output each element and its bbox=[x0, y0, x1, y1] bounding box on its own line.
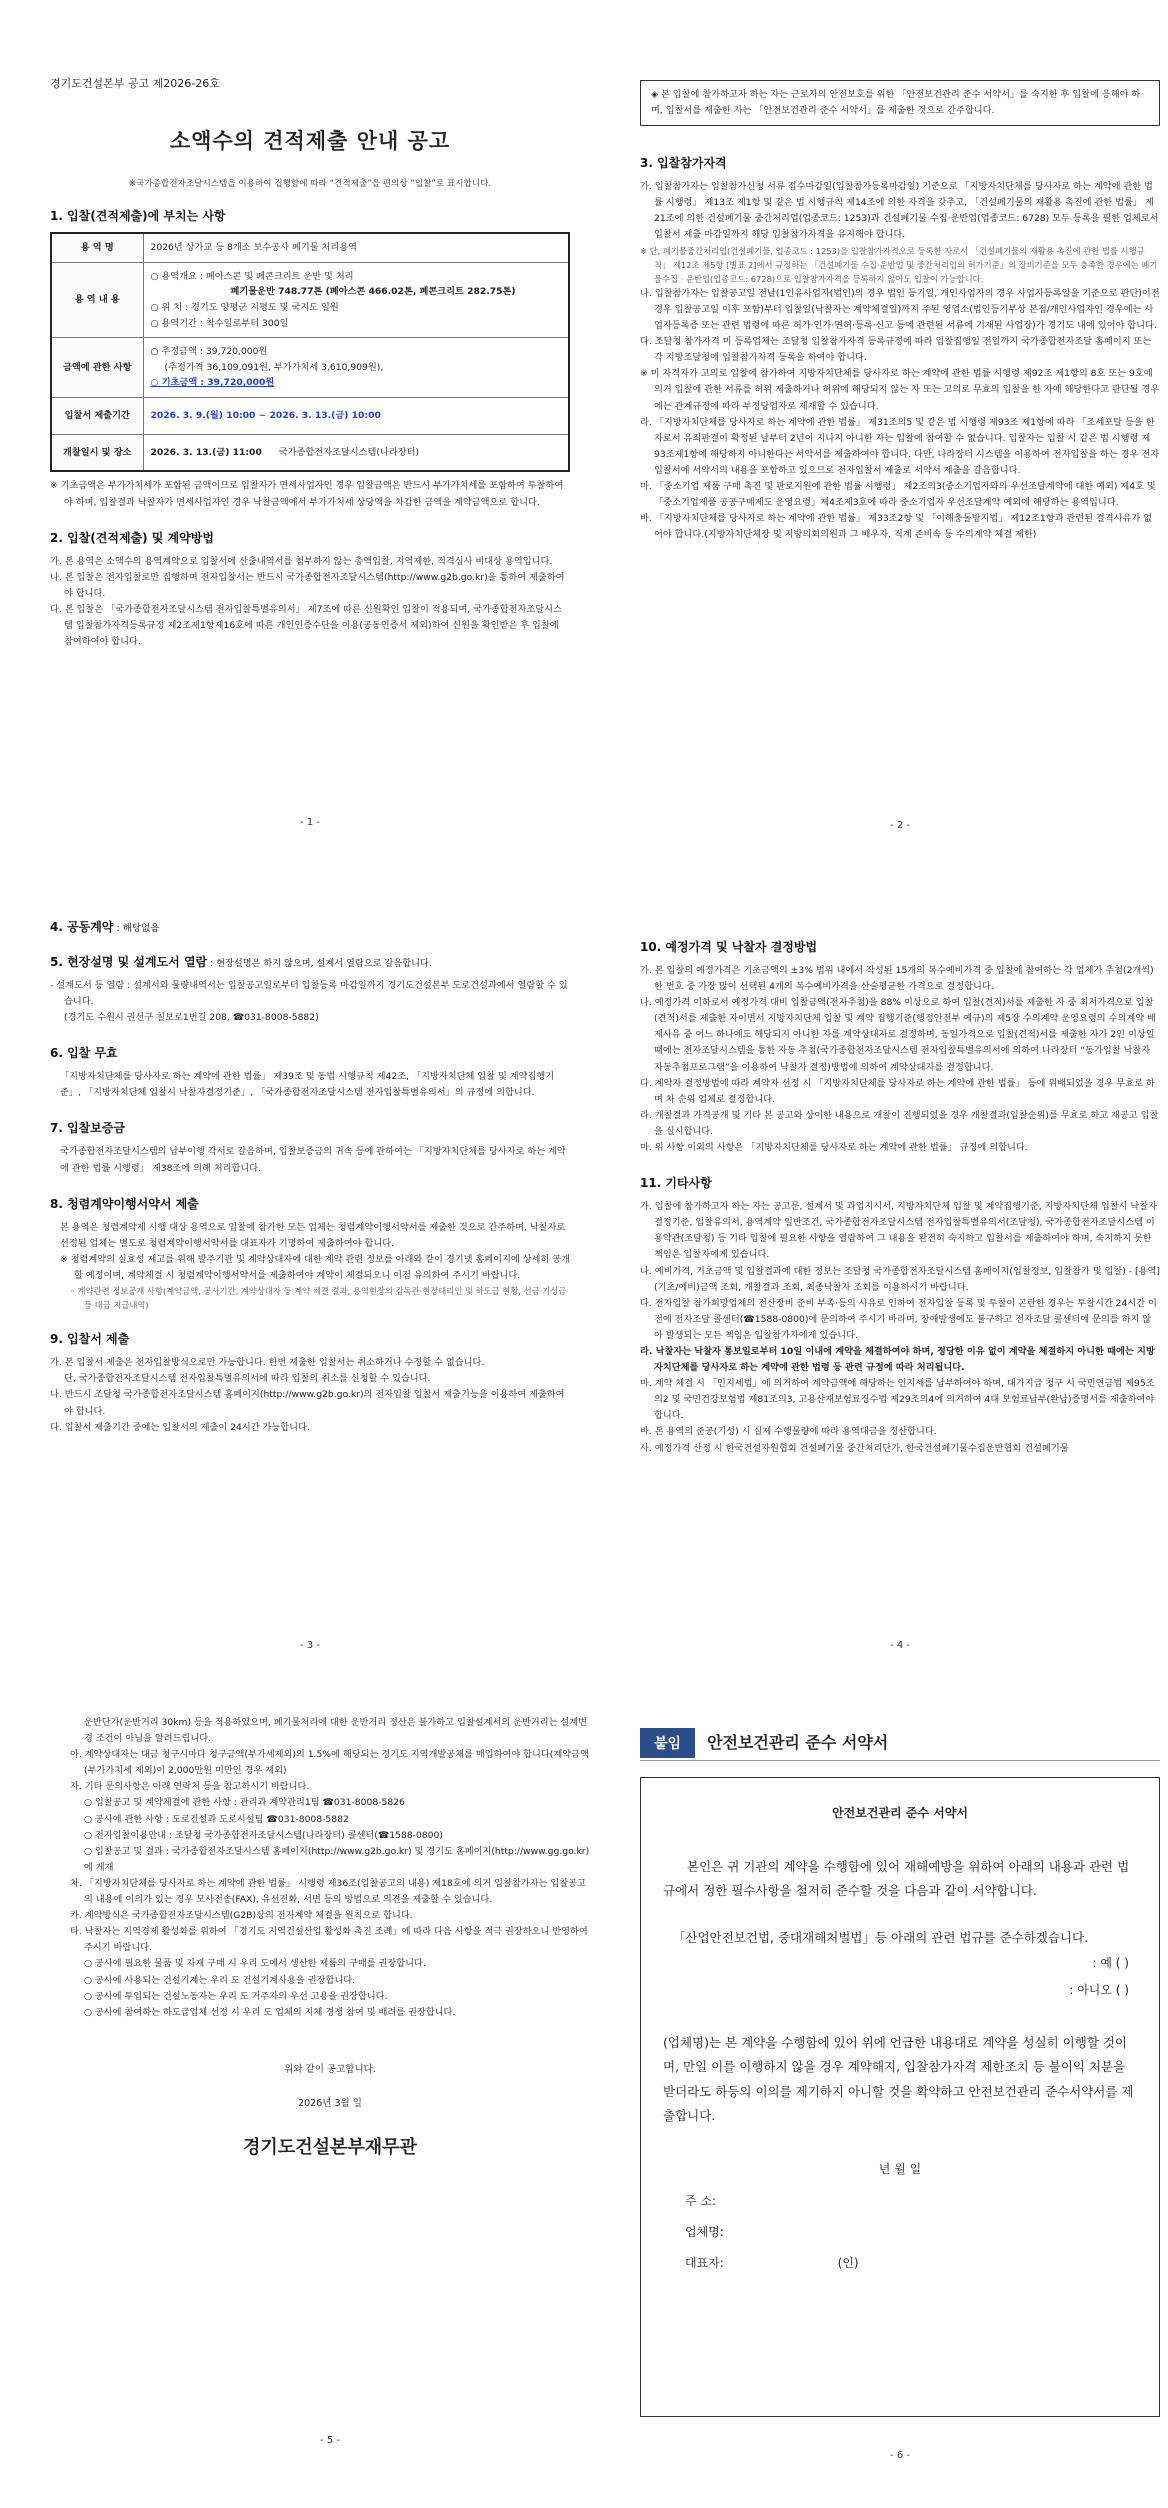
recommend-line: ○ 공사에 사용되는 건설기계는 우리 도 건설기계사용을 권장합니다. bbox=[84, 1974, 356, 1986]
closing-text: 위와 같이 공고합니다. bbox=[284, 2063, 376, 2075]
amount-value bbox=[143, 338, 569, 398]
content-line: ○ 용역개요 : 폐아스콘 및 폐콘크리트 운반 및 처리 bbox=[150, 270, 354, 282]
pledge-form bbox=[640, 1777, 1160, 2417]
paragraph: 라. 「지방자치단체를 당사자로 하는 계약에 관한 법률」 제31조의5 및 같은 법 시행령 제93조 제1항에 따라 「조세포탈 등을 한 자로서 유죄판결이 확정된 날부터 2년이 지나지 아니한 자는 입찰에 참여할 수 없습니다. 입찰자는 입찰 시 같은 법 시행령 제93조제1항에 해당하지 아니한다는 서약서를 제출하여야 합니다. 다만, 나라장터 시스템을 이용하여 전자입찰을 하는 경우 전자입찰서에 서약서의 내용을 포함하고 있으므로 전자입찰서 제출로 서약서 제출을 갈음합니다. bbox=[640, 416, 1160, 476]
contact-line: ○ 공사에 관한 사항 : 도로건설과 도로시설팀 ☎031-8008-5882 bbox=[84, 1813, 349, 1825]
paragraph: 본 용역은 청렴계약제 시행 대상 용역으로 입찰에 참가한 모든 업체는 청렴계약이행서약서를 제출한 것으로 간주하며, 낙찰자로 선정된 업체는 별도로 청렴계약이행서약서를 대표자가 기명하여 제출하여야 합니다. bbox=[60, 1221, 566, 1249]
paragraph: 카. 계약방식은 국가종합전자조달시스템(G2B)상의 전자계약 체결을 원칙으로 합니다. bbox=[70, 1910, 413, 1922]
paragraph: 마. 계약 체결 시 「인지세법」에 의거하여 계약금액에 해당하는 인지세를 납부하여야 하며, 대가지급 청구 시 국민연금법 제95조의2 및 국민건강보험법 제81조의3, 고용산재보험료징수법 제29조의4에 의거하여 4대 보험료납부(완납)증명서를 제출하여야 합니다. bbox=[640, 1378, 1155, 1422]
base-amount-line: ○ 기초금액 : 39,720,000원 bbox=[150, 377, 275, 389]
paragraph: 가. 입찰에 참가하고자 하는 자는 공고문, 설계서 및 과업지시서, 지방자치단체 입찰 및 계약집행기준, 지방자치단체 입찰시 낙찰자결정기준, 입찰유의서, 용역계약 일반조건, 국가종합전자조달시스템 전자입찰특별유의서(조달청), 국가종합전자조달시스템 이용약관(조달청) 등 기타 입찰에 필요한 사항을 열람하여 그 내용을 완전히 숙지하고 입찰서를 제출하여야 하며, 숙지하지 못한 책임은 입찰자에게 있습니다. bbox=[640, 1201, 1157, 1261]
amount-label: 금액에 관한 사항 bbox=[51, 338, 143, 398]
paragraph: 마. 「중소기업 제품 구매 촉진 및 판로지원에 관한 법률 시행령」 제2조의3(중소기업자와의 우선조달계약에 대한 예외) 제4호 및 「중소기업제품 공공구매제도 운영요령」제4조제3호에 따라 중소기업자 우선조달계약 예외에 해당하는 용역입니다. bbox=[640, 480, 1156, 509]
period-label: 입찰서 제출기간 bbox=[51, 398, 143, 435]
paragraph: 바. 본 용역의 준공(기성) 시 실제 수행물량에 따라 용역대금을 정산합니다. bbox=[640, 1426, 937, 1438]
subtitle: ※국가종합전자조달시스템을 이용하여 집행함에 따라 “견적제출”을 편의상 “입찰”로 표시합니다. bbox=[128, 179, 492, 189]
period-value: 2026. 3. 9.(월) 10:00 ~ 2026. 3. 13.(금) 10:00 bbox=[143, 398, 569, 435]
section-8-heading: 8. 청렴계약이행서약서 제출 bbox=[50, 1196, 199, 1211]
page-5 bbox=[70, 1715, 590, 2495]
section-4-title: 4. 공동계약 bbox=[50, 920, 114, 934]
paragraph: 다. 전자입찰 참가희망업체의 전산장비 준비 부족·등의 사유로 인하여 전자입찰 등록 및 투찰이 곤란한 경우는 투찰시간 24시간 이전에 전자조달 콜센터(☎1588-0800)에 문의하여 주시기 바라며, 장애발생에도 불구하고 전자조달 콜센터에 문의를 하지 않아 발생되는 모든 책임은 입찰참가자에게 있습니다. bbox=[640, 1297, 1157, 1341]
opening-value bbox=[143, 434, 569, 471]
note: ※ 미 자격자가 고의로 입찰에 참가하여 지방자치단체를 당사자로 하는 계약에 관한 법률 시행령 제92조 제1항의 8호 또는 9호에 의거 입찰에 관한 서류를 허위 제출하거나 허위에 해당되지 않는 자 또는 고의로 무효의 입찰을 한 자에 해당한다고 판단될 경우에는 관계규정에 따라 부정당업자로 제재할 수 있습니다. bbox=[640, 368, 1160, 412]
form-title: 안전보건관리 준수 서약서 bbox=[832, 1806, 968, 1820]
page-6 bbox=[640, 1728, 1160, 2508]
paragraph: 다. 입찰서 제출기간 중에는 입찰서의 제출이 24시간 가능합니다. bbox=[50, 1421, 310, 1433]
note: ※ 청렴계약의 실효성 제고를 위해 발주기관 및 계약상대자에 대한 계약 관련 정보를 아래와 같이 경기넷 홈페이지에 상세히 공개할 예정이며, 계약체결 시 청렴계약이행서약서를 제출하여야 계약이 체결되오니 이점 유의하여 주시기 바랍니다. bbox=[60, 1253, 570, 1281]
opening-datetime: 2026. 3. 13.(금) 11:00 bbox=[150, 446, 262, 458]
paragraph: 사. 예정가격 산정 시 한국건설자원협회 건설폐기물 중간처리단가, 한국건설폐기물수집운반협회 건설폐기물 bbox=[640, 1442, 1069, 1454]
paragraph: 단, 국가종합전자조달시스템 전자입찰특별유의서에 따라 입찰의 취소를 신청할 수 있습니다. bbox=[64, 1373, 431, 1385]
page-3 bbox=[50, 900, 570, 1680]
paragraph: 마. 위 사항 이외의 사항은 「지방자치단체를 당사자로 하는 계약에 관한 법률」 규정에 의합니다. bbox=[640, 1142, 1028, 1154]
section-11-heading: 11. 기타사항 bbox=[640, 1176, 712, 1191]
content-line: 폐기물운반 748.77톤 (폐아스콘 466.02톤, 폐콘크리트 282.75톤) bbox=[230, 286, 516, 298]
page-4 bbox=[640, 920, 1160, 1700]
service-name-value: 2026년 상가교 등 8개소 보수공사 폐기물 처리용역 bbox=[143, 233, 569, 262]
service-content-label: 용 역 내 용 bbox=[51, 262, 143, 338]
attachment-title: 안전보건관리 준수 서약서 bbox=[707, 1733, 889, 1752]
section-5-title: 5. 현장설명 및 설계도서 열람 bbox=[50, 955, 208, 969]
paragraph: 타. 낙찰자는 지역경제 활성화를 위하여 「경기도 지역건설산업 활성화 촉진 조례」에 따라 다음 사항을 적극 권장하오니 반영하여 주시기 바랍니다. bbox=[70, 1926, 588, 1954]
page-number: - 6 - bbox=[890, 2450, 910, 2461]
paragraph: 나. 입찰참가자는 입찰공고일 전날(1인유사업자(법인)의 경우 법인 등기일, 개인사업자의 경우 사업자등록일을 기준으로 판단)이전 경우 입찰공고일 이후 포함)부터 입찰일(낙찰자는 계약체결일)까지 주된 영업소(법인등기부상 본점/개인사업자인 경우에는 사업자등록증 또는 관련 법령에 따른 허가·인가·면허·등록·신고 등에 관련된 서류에 기재된 사업장)가 경기도 내에 있어야 합니다. bbox=[640, 287, 1160, 332]
note: ※ 단, 폐기물중간처리업(건설폐기물, 업종코드 : 1253)을 입찰참가자격으로 등록한 자로서 「건설폐기물의 재활용 촉진에 관한 법률 시행규칙」 제12조 제5항 [별표 2]에서 규정하는 「건설폐기물 수집·운반업 및 중간처리업의 허가기준」의 장비기준을 모두 충족한 경우에는 폐기물수집 · 운반업(업종코드: 6728)으로 입찰참가자격을 등록하지 않아도 입찰이 가능합니다. bbox=[640, 245, 1158, 284]
attachment-tag: 붙임 bbox=[640, 1728, 695, 1758]
paragraph: 「지방자치단체를 당사자로 하는 계약에 관한 법률」 제39조 및 동법 시행규칙 제42조, 「지방자치단체 입찰 및 계약집행기준」, 「지방자치단체 입찰시 낙찰자결정기준」, 「국가종합전자조달시스템 전자입찰특별유의서」의 규정에 의합니다. bbox=[60, 1071, 555, 1099]
section-10-heading: 10. 예정가격 및 낙찰자 결정방법 bbox=[640, 940, 818, 954]
date-field[interactable]: 년 월 일 bbox=[878, 2162, 922, 2177]
address-field[interactable]: 주 소: bbox=[685, 2193, 717, 2208]
safety-notice-box: ◈ 본 입찰에 참가하고자 하는 자는 근로자의 안전보호를 위한 「안전보건관리 준수 서약서」를 숙지한 후 입찰에 응해야 하며, 입찰서를 제출한 자는 「안전보건관리 준수 서약서」를 제출한 것으로 간주합니다. bbox=[640, 80, 1160, 126]
recommend-line: ○ 공사에 필요한 물품 및 자재 구매 시 우리 도에서 생산한 제품의 구매를 권장합니다. bbox=[84, 1958, 426, 1970]
paragraph: 국가종합전자조달시스템의 납부이행 각서로 갈음하며, 입찰보증금의 귀속 등에 관하여는 「지방자치단체를 당사자로 하는 계약에 관한 법률 시행령」 제38조에 의해 처리합니다. bbox=[60, 1146, 566, 1174]
paragraph: 아. 계약상대자는 대금 청구시마다 청구금액(부가세제외)의 1.5%에 해당되는 경기도 지역개발공채를 매입하여야 합니다(계약금액(부가가치세 제외)이 2,000만원 미만인 경우 제외) bbox=[70, 1749, 589, 1777]
paragraph: 다. 조달청 참가자격 미 등록업체는 조달청 입찰참가자격 등록규정에 따라 입찰집행일 전일까지 국가종합전자조달 홈페이지 또는 각 지방조달청에 입찰참가자격 등록을 하여야 합니다. bbox=[640, 336, 1152, 364]
page-title: 소액수의 견적제출 안내 공고 bbox=[169, 129, 451, 153]
contact-line: ○ 전자입찰이용안내 : 조달청 국가종합전자조달시스템(나라장터) 콜센터(☎1588-0800) bbox=[84, 1829, 443, 1841]
contact-line: ○ 입찰공고 및 결과 : 국가종합전자조달시스템 홈페이지(http://www.g2b.go.kr) 및 경기도 홈페이지(http://www.gg.go.kr)에 게재 bbox=[84, 1845, 590, 1873]
page-number: - 1 - bbox=[300, 817, 320, 828]
paragraph: 자. 기타 문의사항은 아래 연락처 등을 참고하시기 바랍니다. bbox=[70, 1781, 310, 1793]
attachment-header bbox=[640, 1728, 1160, 1761]
form-paragraph: 「산업안전보건법, 중대재해처벌법」등 아래의 관련 법규를 준수하겠습니다. bbox=[673, 1929, 1089, 1945]
paragraph: 차. 「지방자치단체를 당사자로 하는 계약에 관한 법률」 시행령 제36조(입찰공고의 내용) 제18호에 의거 입찰참가자는 입찰공고의 내용에 이의가 있는 경우 모사전송(FAX), 유선전화, 서면 등의 방법으로 의견을 제출할 수 있습니다. bbox=[70, 1877, 586, 1906]
seal-mark: (인) bbox=[837, 2255, 859, 2270]
bid-info-table bbox=[50, 232, 570, 472]
section-4-heading bbox=[50, 918, 570, 935]
paragraph: 바. 「지방자치단체를 당사자로 하는 계약에 관한 법률」 제33조2항 및 「이해충돌방지법」 제12조1항과 관련된 결격사유가 없어야 합니다.(지방자치단체장 및 지방의회의원과 그 배우자, 직계 존비속 등 수의계약 체결 제한) bbox=[640, 513, 1153, 541]
issuing-organization: 경기도건설본부재무관 bbox=[243, 2136, 417, 2158]
recommend-line: ○ 공사에 투입되는 건설노동자는 우리 도 거주자의 우선 고용을 권장합니다. bbox=[84, 1990, 388, 2002]
opening-place: 국가종합전자조달시스템(나라장터) bbox=[278, 446, 420, 458]
note: ◦ 계약관련 정보공개 사항(계약금액, 공사기간, 계약상대자 등 계약 체결 결과, 용역현장의 감독관·현장대리인 및 하도급 현황, 선금·기성금 등 대금 지급내역) bbox=[70, 1286, 567, 1311]
section-7-heading: 7. 입찰보증금 bbox=[50, 1121, 126, 1136]
paragraph: 라. 낙찰자는 낙찰자 통보일로부터 10일 이내에 계약을 체결하여야 하며, 정당한 이유 없이 계약을 체결하지 아니한 때에는 지방자치단체를 당사자로 하는 계약에 관한 법령 등 관련 규정에 따라 처리됩니다. bbox=[640, 1345, 1155, 1374]
section-2-heading: 2. 입찰(견적제출) 및 계약방법 bbox=[50, 530, 214, 545]
paragraph: - 설계도서 등 열람 : 설계서와 물량내역서는 입찰공고일로부터 입찰등록 마감일까지 경기도건설본부 도로건설과에서 열람할 수 있습니다. bbox=[50, 980, 568, 1008]
page-2 bbox=[640, 80, 1160, 860]
paragraph: 가. 본 입찰의 예정가격은 기초금액의 ±3% 범위 내에서 작성된 15개의 복수예비가격 중 입찰에 참여하는 각 업체가 추첨(2개씩)한 번호 중 가장 많이 선택된 4개의 복수예비가격을 산술평균한 가격으로 결정합니다. bbox=[640, 965, 1154, 993]
yes-option[interactable]: : 예 ( ) bbox=[1092, 1956, 1129, 1971]
notice-number: 경기도건설본부 공고 제2026-26호 bbox=[50, 77, 220, 90]
content-line: ○ 용역기간 : 착수일로부터 300일 bbox=[150, 317, 289, 329]
section-9-heading: 9. 입찰서 제출 bbox=[50, 1332, 130, 1347]
paragraph: 다. 본 입찰은 「국가종합전자조달시스템 전자입찰특별유의서」 제7조에 따른 신원확인 입찰이 적용되며, 국가종합전자조달시스템 입찰참가자격등록규정 제2조제1항제16호에 따른 개인인증수단을 이용(공동인증서 제외)하여 신원을 확인받은 후 입찰에 참여하여야 합니다. bbox=[50, 603, 562, 648]
content-line: ○ 위 치 : 경기도 양평군 지평도 및 국지도 일원 bbox=[150, 301, 339, 313]
service-name-label: 용 역 명 bbox=[51, 233, 143, 262]
section-4-value: : 해당없음 bbox=[113, 923, 160, 934]
paragraph: 나. 예정가격 이하로서 예정가격 대비 입찰금액(전자추첨)을 88% 이상으로 하여 입찰(견적)서를 제출한 자 중 최저가격으로 입찰(견적)서를 제출한 자이면서 지방자치단체 입찰 및 계약 집행기준(행정안전부 예규)의 제5장 수의계약 운영요령의 수의계약 배제사유 중 어느 하나에도 해당되지 아니한 자를 계약상대자로 결정하며, 동일가격으로 입찰(견적)서를 제출한 자가 2인 이상일 때에는 전자조달시스템을 통한 자동 추첨(국가종합전자조달시스템 전자입찰특별유의서에 의하여 나라장터 “동가입찰 낙찰자 자동추첨프로그램”을 이용하여 낙찰자 결정)방법에 의하여 계약상대자를 결정합니다. bbox=[640, 997, 1156, 1073]
paragraph: 가. 입찰참가자는 입찰참가신청 서류 접수마감일(입찰참가등록마감일) 기준으로 「지방자치단체를 당사자로 하는 계약에 관한 법률 시행령」 제13조 제1항 및 같은 법 시행규칙 제14조에 의한 자격을 갖추고, 「건설폐기물의 재활용 촉진에 관한 법률」 제21조에 의한 건설폐기물 중간처리업(업종코드: 1253)과 건설폐기물 수집·운반업(업종코드: 6728) 모두 등록을 필한 업체로서 입찰서 제출 마감일까지 해당 입찰참가자격을 유지해야 합니다. bbox=[640, 181, 1159, 241]
contact-line: ○ 입찰공고 및 계약체결에 관한 사항 : 관리과 계약관리1팀 ☎031-8008-5826 bbox=[84, 1797, 405, 1809]
section-1-heading: 1. 입찰(견적제출)에 부치는 사항 bbox=[50, 209, 226, 223]
section-5-value: : 현장설명은 하지 않으며, 설계서 열람으로 갈음합니다. bbox=[207, 958, 432, 969]
paragraph: 나. 반드시 조달청 국가종합전자조달시스템 홈페이지(http://www.g2b.go.kr)의 전자입찰 입찰서 제출기능을 이용하여 제출하여야 합니다. bbox=[50, 1389, 565, 1417]
paragraph: (경기도 수원시 권선구 칠보로1번길 208, ☎031-8008-5882) bbox=[64, 1012, 319, 1024]
paragraph: 라. 개찰결과 가격공개 및 기타 본 공고와 상이한 내용으로 개찰이 진행되었을 경우 개찰결과(입찰순위)를 무효로 하고 재공고 입찰을 실시합니다. bbox=[640, 1109, 1159, 1137]
paragraph: 가. 본 입찰서 제출은 전자입찰방식으로만 가능합니다. 한번 제출한 입찰서는 취소하거나 수정할 수 없습니다. bbox=[50, 1357, 485, 1369]
representative-field[interactable] bbox=[663, 2248, 1137, 2279]
page-1 bbox=[50, 75, 570, 855]
vat-note: ※ 기초금액은 부가가치세가 포함된 금액이므로 입찰자가 면세사업자인 경우 입찰금액은 반드시 부가가치세를 포함하여 투찰하여야 하며, 입찰결과 낙찰자가 면세사업자인 경우 낙찰금액에서 부가가치세 상당액을 차감한 금액을 계약금액으로 합니다. bbox=[50, 480, 564, 508]
page-number: - 2 - bbox=[890, 820, 910, 831]
page-number: - 4 - bbox=[890, 1640, 910, 1651]
form-paragraph: (업체명)는 본 계약을 수행함에 있어 위에 언급한 내용대로 계약을 성실히 이행할 것이며, 만일 이를 이행하지 않을 경우 계약해지, 입찰참가자격 제한조치 등 불이익 처분을 받더라도 하등의 이의를 제기하지 아니할 것을 확약하고 안전보건관리 준수서약서를 제출합니다. bbox=[663, 2034, 1134, 2124]
page-number: - 5 - bbox=[320, 2435, 340, 2446]
section-5-heading bbox=[50, 953, 570, 970]
company-field[interactable]: 업체명: bbox=[685, 2224, 724, 2239]
notice-date: 2026년 3월 일 bbox=[298, 2097, 362, 2109]
representative-label: 대표자: bbox=[685, 2255, 724, 2270]
amount-line: (추정가격 36,109,091원, 부가가치세 3,610,909원), bbox=[164, 361, 384, 373]
section-3-heading: 3. 입찰참가자격 bbox=[640, 156, 727, 171]
no-option[interactable]: : 아니오 ( ) bbox=[1069, 1982, 1129, 1997]
service-content-value bbox=[143, 262, 569, 338]
paragraph: 나. 예비가격, 기초금액 및 입찰결과에 대한 정보는 조달청 국가종합전자조달시스템 홈페이지(입찰정보, 입찰참가 및 입찰) - [용역](기초/예비)금액 조회, 개찰결과 조회, 최종낙찰자 조회를 이용하시기 바랍니다. bbox=[640, 1265, 1160, 1293]
page-number: - 3 - bbox=[300, 1640, 320, 1651]
paragraph: 나. 본 입찰은 전자입찰로만 집행하며 전자입찰서는 반드시 국가종합전자조달시스템(http://www.g2b.go.kr)을 통하여 제출하여야 합니다. bbox=[50, 571, 565, 599]
form-paragraph: 본인은 귀 기관의 계약을 수행함에 있어 재해예방을 위하여 아래의 내용과 관련 법규에서 정한 필수사항을 철저히 준수할 것을 다음과 같이 서약합니다. bbox=[663, 1859, 1130, 1899]
paragraph: 운반단가(운반거리 30km) 등을 적용하였으며, 폐기물처리에 대한 운반거리 정산은 불가하고 입찰설계서의 운반거리는 설계변경 조건이 아님을 알려드립니다. bbox=[84, 1717, 588, 1745]
section-6-heading: 6. 입찰 무효 bbox=[50, 1046, 118, 1061]
paragraph: 다. 계약자 결정방법에 따라 계약자 선정 시 「지방자치단체를 당사자로 하는 계약에 관한 법률」 등에 위배되었을 경우 무효로 하며 차 순위 업체로 결정합니다. bbox=[640, 1077, 1155, 1105]
recommend-line: ○ 공사에 참여하는 하도급업체 선정 시 우리 도 업체의 지체 경쟁 참여 및 배려를 권장합니다. bbox=[84, 2006, 456, 2018]
paragraph: 가. 본 용역은 소액수의 용역계약으로 입찰서에 산출내역서를 첨부하지 않는 총액입찰, 지역제한, 적격심사 비대상 용역입니다. bbox=[50, 555, 553, 567]
opening-label: 개찰일시 및 장소 bbox=[51, 434, 143, 471]
amount-line: ○ 추정금액 : 39,720,000원 bbox=[150, 346, 268, 358]
